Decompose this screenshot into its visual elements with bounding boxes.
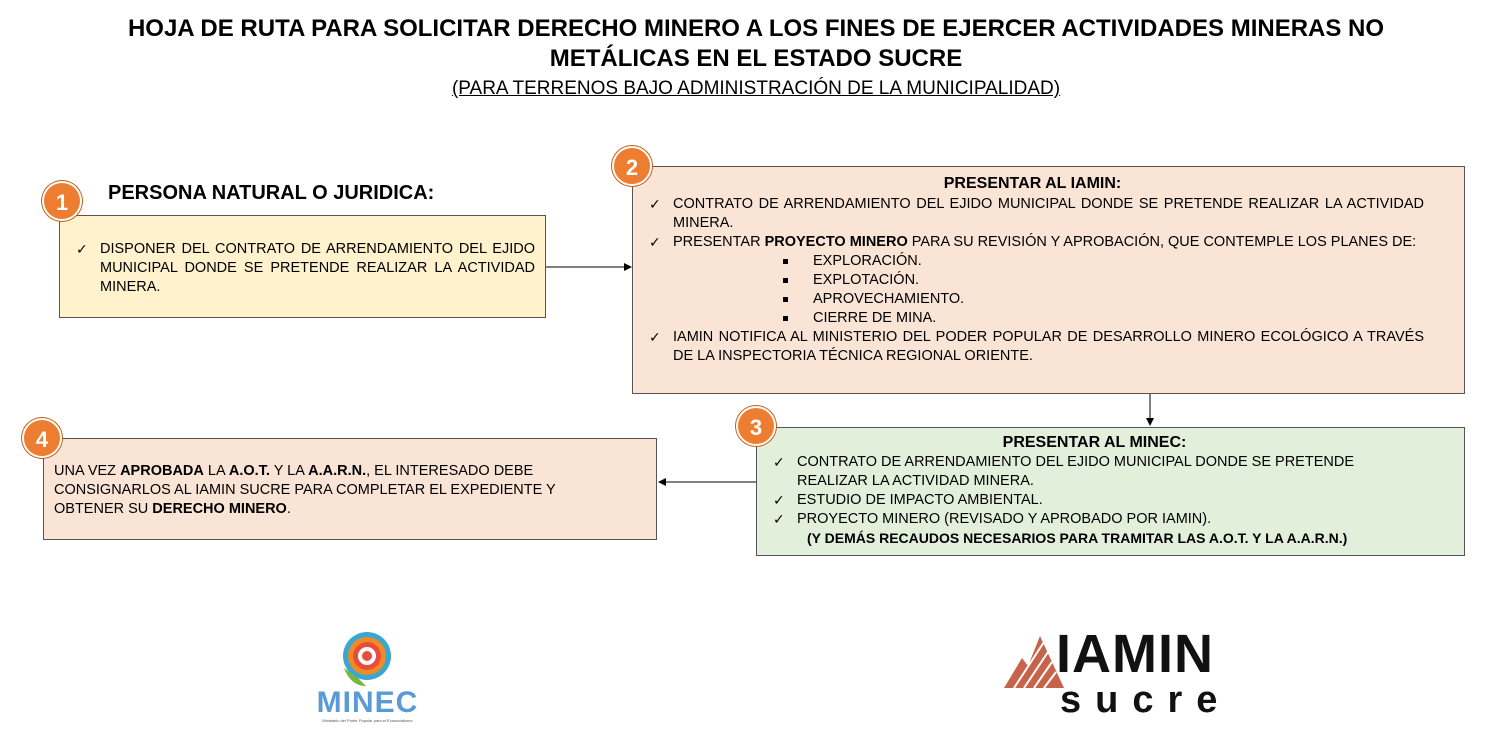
- step-2-item-2: ✓ PRESENTAR PROYECTO MINERO PARA SU REVISIÓN Y APROBACIÓN, QUE CONTEMPLE LOS PLANES DE: EXPLORACIÓN. EXPLOTACIÓN. APROVECHAMIENTO. CIERRE DE MINA.: [641, 233, 1424, 328]
- plan-item: EXPLOTACIÓN.: [783, 271, 1424, 290]
- step-3-badge: 3: [736, 406, 776, 446]
- step-3-item-3: ✓ PROYECTO MINERO (REVISADO Y APROBADO POR IAMIN).: [765, 510, 1424, 529]
- step-3-item-1: ✓ CONTRATO DE ARRENDAMIENTO DEL EJIDO MUNICIPAL DONDE SE PRETENDE REALIZAR LA ACTIVIDAD MINERA.: [765, 453, 1424, 491]
- step-3-box: [756, 427, 1465, 556]
- step-2-item-1: ✓ CONTRATO DE ARRENDAMIENTO DEL EJIDO MUNICIPAL DONDE SE PRETENDE REALIZAR LA ACTIVIDAD MINERA.: [641, 195, 1424, 233]
- step-4-badge: 4: [22, 418, 62, 458]
- step-4-text: UNA VEZ APROBADA LA A.O.T. Y LA A.A.R.N., EL INTERESADO DEBE CONSIGNARLOS AL IAMIN SUCRE PARA COMPLETAR EL EXPEDIENTE Y OBTENER SU DERECHO MINERO.: [54, 463, 556, 517]
- step-2-heading: PRESENTAR AL IAMIN:: [943, 175, 1122, 192]
- page-subtitle: (PARA TERRENOS BAJO ADMINISTRACIÓN DE LA MUNICIPALIDAD): [451, 78, 1061, 99]
- minec-spiral-icon: [300, 628, 435, 688]
- step-3-heading: PRESENTAR AL MINEC:: [1002, 434, 1187, 451]
- step-2-item-3: ✓ IAMIN NOTIFICA AL MINISTERIO DEL PODER POPULAR DE DESARROLLO MINERO ECOLÓGICO A TRAVÉS DE LA INSPECTORIA TÉCNICA REGIONAL ORIENTE.: [641, 328, 1424, 366]
- step-3-note: (Y DEMÁS RECAUDOS NECESARIOS PARA TRAMITAR LAS A.O.T. Y LA A.A.R.N.): [807, 530, 1348, 546]
- step-1-item: ✓ DISPONER DEL CONTRATO DE ARRENDAMIENTO DEL EJIDO MUNICIPAL DONDE SE PRETENDE REALIZAR LA ACTIVIDAD MINERA.: [68, 240, 535, 297]
- minec-wordmark: MINEC: [316, 686, 419, 719]
- iamin-sucre-logo: [1004, 624, 1234, 720]
- plan-item: APROVECHAMIENTO.: [783, 290, 1424, 309]
- step-1-box: [59, 215, 546, 318]
- minec-logo: [300, 628, 435, 732]
- step-4-box: [43, 438, 657, 540]
- iamin-wordmark: IAMIN: [1056, 624, 1214, 684]
- page-title: [20, 14, 1492, 74]
- step-2-plans-list: [783, 252, 1424, 328]
- plan-item: CIERRE DE MINA.: [783, 309, 1424, 328]
- plan-item: EXPLORACIÓN.: [783, 252, 1424, 271]
- minec-tagline: Ministerio del Poder Popular para el Ecosocialismo: [322, 718, 413, 723]
- mountain-stripes-icon: [1004, 628, 1064, 688]
- step-3-item-2: ✓ ESTUDIO DE IMPACTO AMBIENTAL.: [765, 491, 1424, 510]
- title-line-2: METÁLICAS EN EL ESTADO SUCRE: [549, 45, 963, 72]
- title-line-1: HOJA DE RUTA PARA SOLICITAR DERECHO MINERO A LOS FINES DE EJERCER ACTIVIDADES MINERAS NO: [127, 15, 1385, 42]
- step-2-box: [632, 166, 1465, 394]
- sucre-wordmark: sucre: [1060, 679, 1232, 721]
- step-1-heading: PERSONA NATURAL O JURIDICA:: [108, 182, 435, 204]
- step-1-badge: 1: [42, 181, 82, 221]
- step-2-badge: 2: [612, 146, 652, 186]
